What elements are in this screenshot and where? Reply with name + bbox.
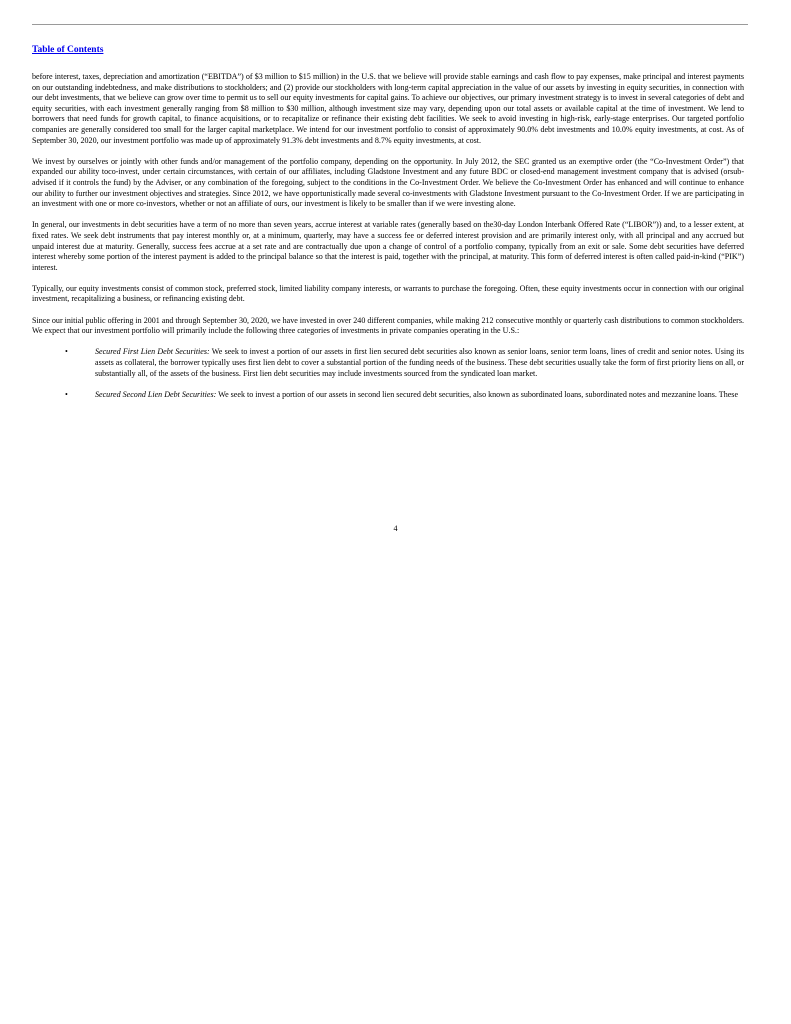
bullet-icon: • — [65, 347, 68, 357]
document-body — [32, 72, 744, 411]
paragraph-equity: Typically, our equity investments consist of common stock, preferred stock, limited liability company interests, or warrants to purchase the foregoing. Often, these equity investments occur in connection with our original investment, recapitalizing a business, or refinancing existing debt. — [32, 283, 744, 304]
paragraph-objectives: before interest, taxes, depreciation and amortization (“EBITDA”) of $3 million to $15 million) in the U.S. that we believe will provide stable earnings and cash flow to pay expenses, make principal and interest payments on our outstanding indebtedness, and make distributions to stockholders; and (2) provide our stockholders with long-term capital appreciation in the value of our assets by investing in equity securities, in connection with our debt investments, that we believe can grow over time to permit us to sell our equity investments for capital gains. To achieve our objectives, our primary investment strategy is to invest in several categories of debt and equity securities, with each investment generally ranging from $8 million to $30 million, although investment size may vary, depending upon our total assets or available capital at the time of investment. We lend to borrowers that need funds for growth capital, to finance acquisitions, or to recapitalize or refinance their existing debt facilities. We seek to avoid investing in high-risk, early-stage enterprises. Our targeted portfolio companies are generally considered too small for the larger capital marketplace. We intend for our investment portfolio to consist of approximately 90.0% debt investments and 10.0% equity investments, at cost. As of September 30, 2020, our investment portfolio was made up of approximately 91.3% debt investments and 8.7% equity investments, at cost. — [32, 72, 744, 145]
list-item-title: Secured First Lien Debt Securities: — [95, 347, 210, 357]
list-item — [32, 390, 744, 401]
investment-categories-list — [32, 347, 744, 400]
list-item — [32, 347, 744, 379]
list-item-text: We seek to invest a portion of our assets in first lien secured debt securities also known as senior loans, senior term loans, lines of credit and senior notes. Using its assets as collateral, the borrower typically uses first lien debt to cover a substantial portion of the funding needs of the business. These debt securities usually take the form of first priority liens on all, or substantially all, of the assets of the business. First lien debt securities may include investments sourced from the syndicated loan market. — [95, 347, 744, 378]
list-item-title: Secured Second Lien Debt Securities: — [95, 389, 217, 399]
list-item-text: We seek to invest a portion of our assets in second lien secured debt securities, also known as subordinated loans, subordinated notes and mezzanine loans. These — [216, 389, 739, 399]
paragraph-co-investment: We invest by ourselves or jointly with other funds and/or management of the portfolio company, depending on the opportunity. In July 2012, the SEC granted us an exemptive order (the “Co-Investment Order”) that expanded our ability toco-invest, under certain circumstances, with certain of our affiliates, including Gladstone Investment and any future BDC or closed-end management investment company that is advised (orsub-advised if it controls the fund) by the Adviser, or any combination of the foregoing, subject to the conditions in the Co-Investment Order. We believe the Co-Investment Order has enhanced and will continue to enhance our ability to further our investment objectives and strategies. Since 2012, we have opportunistically made several co-investments with Gladstone Investment pursuant to the Co-Investment Order. If we are participating in an investment with one or more co-investors, whether or not an affiliate of ours, our investment is likely to be smaller than if we were investing alone. — [32, 156, 744, 209]
page-number: 4 — [393, 524, 398, 533]
header-rule — [32, 24, 748, 25]
paragraph-debt-terms: In general, our investments in debt securities have a term of no more than seven years, accrue interest at variable rates (generally based on the30-day London Interbank Offered Rate (“LIBOR”)) and, to a lesser extent, at fixed rates. We seek debt instruments that pay interest monthly or, at a minimum, quarterly, may have a success fee or deferred interest provision and are primarily interest only, with all principal and any accrued but unpaid interest due at maturity. Generally, success fees accrue at a set rate and are contractually due upon a change of control of a portfolio company, typically from an exit or sale. Some debt securities have deferred interest whereby some portion of the interest payment is added to the principal balance so that the interest is paid, together with the principal, at maturity. This form of deferred interest is often called paid-in-kind (“PIK”) interest. — [32, 220, 744, 272]
table-of-contents-link[interactable]: Table of Contents — [32, 45, 104, 55]
paragraph-history: Since our initial public offering in 2001 and through September 30, 2020, we have invested in over 240 different companies, while making 212 consecutive monthly or quarterly cash distributions to common stockholders. We expect that our investment portfolio will primarily include the following three categories of investments in private companies operating in the U.S.: — [32, 315, 744, 336]
bullet-icon: • — [65, 389, 68, 399]
